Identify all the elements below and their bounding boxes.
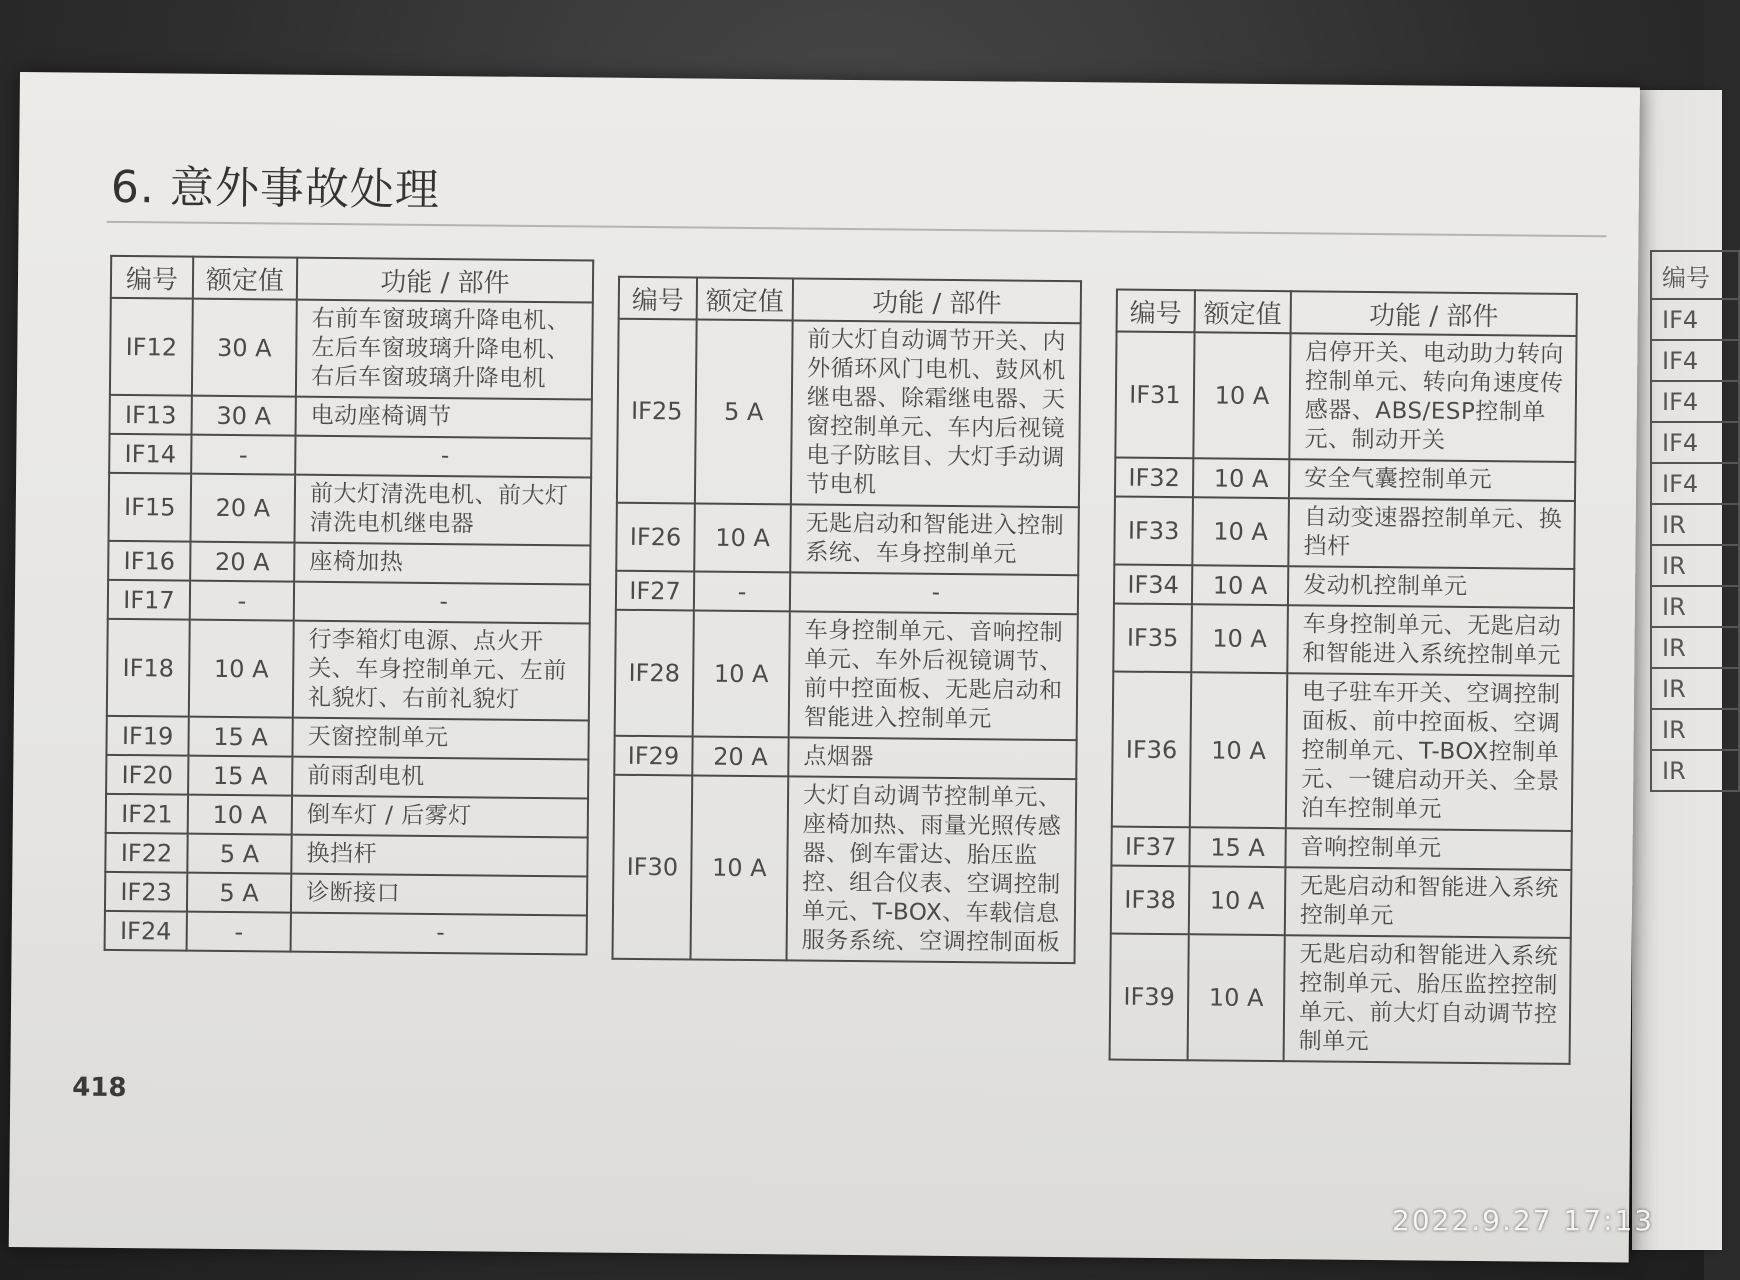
fuse-row	[1113, 604, 1574, 676]
stub-cell: IF4	[1651, 381, 1739, 422]
fuse-rating: -	[187, 912, 291, 952]
fuse-function: 发动机控制单元	[1288, 566, 1574, 608]
fuse-id: IF37	[1111, 827, 1189, 867]
fuse-rating: -	[694, 571, 790, 611]
fuse-row	[1114, 497, 1575, 569]
fuse-row	[106, 755, 588, 799]
fuse-id: IF32	[1115, 458, 1193, 498]
fuse-function: 座椅加热	[294, 543, 590, 585]
fuse-function: 无匙启动和智能进入控制系统、车身控制单元	[790, 504, 1079, 575]
fuse-function: 电动座椅调节	[296, 397, 592, 439]
fuse-id: IF18	[107, 619, 190, 717]
fuse-function: -	[291, 913, 587, 955]
stub-cell: IR	[1651, 668, 1739, 709]
fuse-rating: 10 A	[1192, 565, 1288, 605]
fuse-row	[1111, 827, 1571, 870]
fuse-id: IF12	[110, 298, 193, 396]
fuse-row	[109, 473, 592, 546]
fuse-function: 车身控制单元、音响控制单元、车外后视镜调节、前中控面板、无匙启动和智能进入控制单元	[789, 611, 1078, 740]
fuse-function: 右前车窗玻璃升降电机、左后车窗玻璃升降电机、右后车窗玻璃升降电机	[296, 300, 593, 400]
fuse-rating: 15 A	[188, 756, 292, 796]
fuse-rating: 10 A	[1193, 458, 1289, 498]
fuse-row	[1115, 458, 1575, 501]
fuse-row	[109, 434, 591, 478]
fuse-id: IF13	[110, 395, 192, 435]
next-page-table-stub	[1650, 250, 1740, 792]
fuse-rating: 20 A	[190, 474, 295, 543]
fuse-function: 车身控制单元、无匙启动和智能进入系统控制单元	[1287, 605, 1574, 676]
fuse-row	[614, 736, 1076, 779]
fuse-id: IF20	[106, 755, 188, 795]
fuse-rating: -	[191, 435, 295, 475]
fuse-id: IF15	[109, 473, 192, 542]
fuse-id: IF26	[616, 503, 695, 572]
fuse-row	[110, 298, 593, 400]
fuse-id: IF31	[1115, 332, 1194, 459]
fuse-id: IF22	[105, 833, 187, 873]
header-function: 功能 / 部件	[793, 278, 1081, 323]
fuse-rating: 10 A	[189, 620, 294, 718]
fuse-function: 点烟器	[788, 737, 1076, 779]
chapter-rule	[107, 221, 1607, 237]
fuse-row	[106, 716, 588, 760]
header-function: 功能 / 部件	[1291, 291, 1577, 336]
fuse-row	[1110, 934, 1571, 1064]
fuse-row	[1115, 332, 1576, 462]
fuse-id: IF38	[1111, 866, 1190, 935]
fuse-function: 无匙启动和智能进入系统控制单元	[1285, 867, 1572, 938]
fuse-rating: 20 A	[190, 542, 294, 582]
fuse-rating: 30 A	[192, 396, 296, 436]
fuse-function: 音响控制单元	[1285, 828, 1571, 870]
fuse-rating: 10 A	[188, 795, 292, 835]
fuse-function: 换挡杆	[291, 835, 587, 877]
photo-timestamp: 2022.9.27 17:13	[1392, 1204, 1655, 1237]
fuse-rating: 15 A	[188, 717, 292, 757]
fuse-function: 前雨刮电机	[292, 757, 588, 799]
fuse-rating: 10 A	[1192, 497, 1289, 566]
fuse-row	[616, 571, 1078, 614]
header-id: 编号	[1117, 290, 1195, 333]
fuse-function: 诊断接口	[291, 874, 587, 916]
fuse-function: 电子驻车开关、空调控制面板、前中控面板、空调控制单元、T-BOX控制单元、一键启动开关、全景泊车控制单元	[1286, 673, 1573, 831]
fuse-id: IF30	[613, 775, 693, 960]
chapter-title: 6. 意外事故处理	[110, 161, 441, 217]
fuse-row	[615, 610, 1078, 740]
header-rating: 额定值	[697, 278, 793, 321]
fuse-rating: 5 A	[187, 834, 291, 874]
fuse-function: -	[294, 582, 590, 624]
fuse-rating: 15 A	[1189, 827, 1285, 867]
fuse-rating: 20 A	[692, 736, 788, 776]
fuse-row	[106, 794, 588, 838]
next-page-edge	[1632, 90, 1722, 1250]
fuse-function: 自动变速器控制单元、换挡杆	[1288, 498, 1575, 569]
fuse-rating: -	[190, 581, 294, 621]
fuse-id: IF35	[1113, 604, 1192, 673]
stub-cell: IR	[1651, 586, 1739, 627]
fuse-id: IF16	[108, 541, 190, 581]
stub-cell: IR	[1651, 627, 1739, 668]
fuse-id: IF34	[1114, 565, 1192, 605]
fuse-function: 启停开关、电动助力转向控制单元、转向角速度传感器、ABS/ESP控制单元、制动开关	[1289, 333, 1576, 462]
fuse-id: IF23	[105, 872, 187, 912]
fuse-id: IF29	[614, 736, 692, 776]
fuse-function: 前大灯自动调节开关、内外循环风门电机、鼓风机继电器、除霜继电器、天窗控制单元、车内后视镜电子防眩目、大灯手动调节电机	[791, 320, 1081, 507]
fuse-rating: 5 A	[187, 873, 291, 913]
fuse-id: IF19	[106, 716, 188, 756]
fuse-row	[617, 319, 1081, 507]
fuse-table-1	[104, 255, 595, 956]
fuse-table-3	[1109, 289, 1578, 1065]
fuse-rating: 10 A	[694, 503, 791, 572]
stub-cell: IR	[1651, 504, 1739, 545]
fuse-rating: 10 A	[1190, 672, 1287, 828]
fuse-id: IF14	[109, 434, 191, 474]
fuse-row	[616, 503, 1079, 575]
fuse-function: -	[295, 436, 591, 478]
fuse-rating: 10 A	[691, 775, 789, 960]
stub-cell: IF4	[1651, 299, 1739, 340]
header-rating: 额定值	[1195, 290, 1291, 333]
page-number: 418	[72, 1072, 127, 1104]
stub-cell: IR	[1651, 750, 1739, 791]
fuse-id: IF28	[615, 610, 694, 737]
fuse-row	[108, 541, 590, 585]
fuse-row	[613, 775, 1077, 963]
fuse-id: IF25	[617, 319, 697, 504]
fuse-rating: 10 A	[1188, 934, 1285, 1061]
fuse-table-2	[612, 276, 1083, 964]
fuse-function: 倒车灯 / 后雾灯	[292, 796, 588, 838]
fuse-row	[110, 395, 592, 439]
fuse-function: 大灯自动调节控制单元、座椅加热、雨量光照传感器、倒车雷达、胎压监控、组合仪表、空调控制单元、T-BOX、车载信息服务系统、空调控制面板	[787, 776, 1077, 963]
fuse-id: IF21	[106, 794, 188, 834]
stub-cell: IF4	[1651, 340, 1739, 381]
stub-cell: IF4	[1651, 463, 1739, 504]
fuse-row	[1111, 866, 1572, 938]
fuse-id: IF36	[1112, 672, 1191, 828]
stub-cell: IR	[1651, 545, 1739, 586]
manual-page	[9, 72, 1640, 1262]
fuse-id: IF24	[105, 911, 187, 951]
fuse-id: IF17	[108, 580, 190, 620]
fuse-id: IF33	[1114, 497, 1193, 566]
header-id: 编号	[111, 256, 193, 299]
fuse-id: IF39	[1110, 934, 1189, 1061]
fuse-function: 前大灯清洗电机、前大灯清洗电机继电器	[294, 475, 591, 546]
fuse-function: 行李箱灯电源、点火开关、车身控制单元、左前礼貌灯、右前礼貌灯	[293, 621, 590, 721]
fuse-id: IF27	[616, 571, 694, 611]
stub-header: 编号	[1651, 251, 1739, 299]
fuse-row	[105, 872, 587, 916]
stub-cell: IR	[1651, 709, 1739, 750]
fuse-row	[108, 580, 590, 624]
fuse-row	[1112, 672, 1573, 831]
header-function: 功能 / 部件	[297, 258, 593, 303]
fuse-row	[105, 911, 587, 955]
fuse-rating: 10 A	[693, 610, 790, 737]
fuse-row	[107, 619, 590, 721]
header-id: 编号	[619, 277, 697, 320]
fuse-rating: 30 A	[192, 299, 297, 397]
fuse-function: 无匙启动和智能进入系统控制单元、胎压监控控制单元、前大灯自动调节控制单元	[1284, 935, 1571, 1064]
fuse-rating: 5 A	[695, 320, 793, 505]
header-rating: 额定值	[193, 257, 297, 300]
fuse-row	[1114, 565, 1574, 608]
fuse-function: -	[790, 572, 1078, 614]
fuse-function: 天窗控制单元	[292, 718, 588, 760]
fuse-row	[105, 833, 587, 877]
fuse-function: 安全气囊控制单元	[1289, 459, 1575, 501]
stub-cell: IF4	[1651, 422, 1739, 463]
fuse-rating: 10 A	[1189, 866, 1286, 935]
fuse-rating: 10 A	[1191, 604, 1288, 673]
fuse-rating: 10 A	[1193, 332, 1290, 459]
